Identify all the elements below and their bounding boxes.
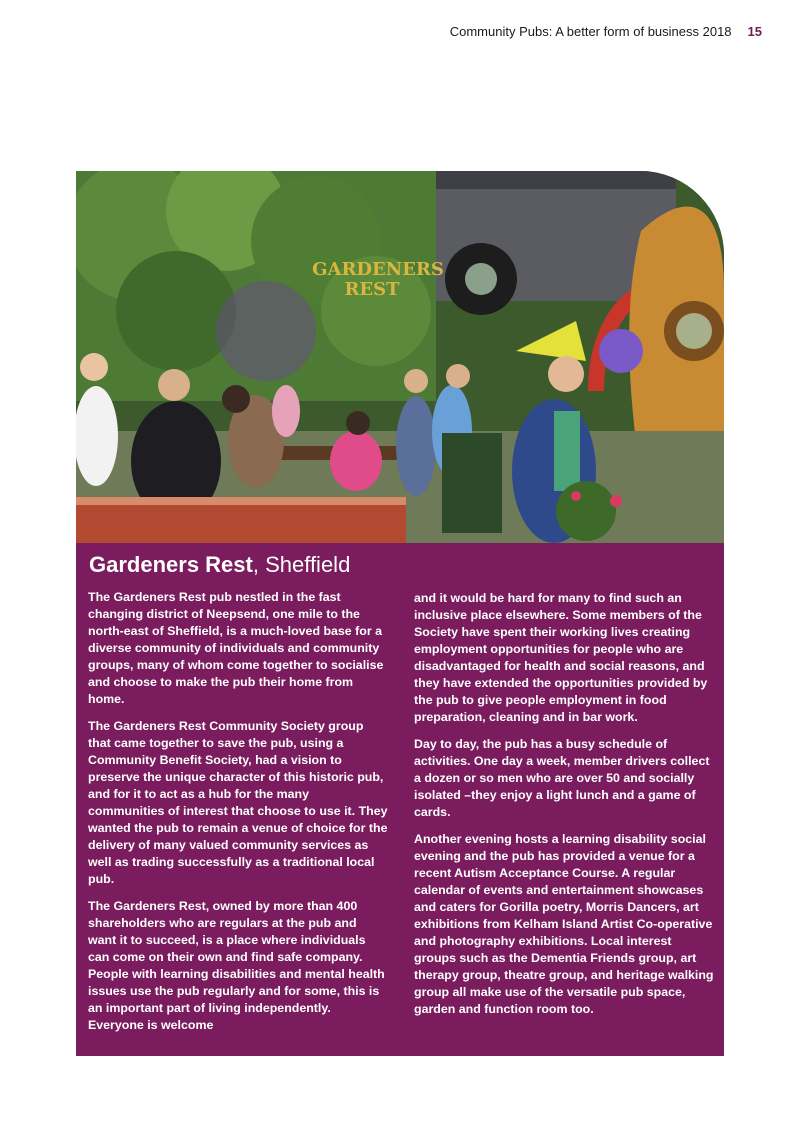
article-title-bold: Gardeners Rest: [89, 552, 253, 577]
pub-sign-line1: GARDENERS: [312, 259, 444, 280]
paragraph: and it would be hard for many to find such an inclusive place elsewhere. Some members of the Society have spent their working lives creating employment opportunities for people who are disadvantaged for health and social reasons, and they have extended the opportunities provided by the pub to give people employment in food preparation, cleaning and in bar work.: [414, 591, 708, 724]
article-panel: [76, 543, 724, 1056]
paragraph: Another evening hosts a learning disability social evening and the pub has provided a venue for a recent Autism Acceptance Course. A regular calendar of events and entertainment showcases and caters for Gorilla poetry, Morris Dancers, art exhibitions from Kelham Island Artist Co-operative and photography exhibitions. Local interest groups such as the Dementia Friends group, art therapy group, theatre group, and heritage walking group all make use of the versatile pub space, garden and function room too.: [414, 832, 714, 1016]
header-title: Community Pubs: A better form of business 2018: [449, 24, 732, 39]
article-column-right: [414, 590, 714, 1028]
pub-garden-photo: [76, 171, 724, 543]
page-number: 15: [747, 24, 762, 39]
paragraph: The Gardeners Rest, owned by more than 400 shareholders who are regulars at the pub and want it to succeed, is a place where individuals can come on their own and find safe company. People with learning disabilities and mental health issues use the pub regularly and for some, this is an important part of living independently. Everyone is welcome: [88, 899, 385, 1032]
paragraph: The Gardeners Rest Community Society group that came together to save the pub, using a Community Benefit Society, had a vision to preserve the unique character of this historic pub, and for it to act as a hub for the many communities of interest that choose to use it. They wanted the pub to remain a venue of choice for the delivery of many valued community services as well as trading successfully as a traditional local pub.: [88, 719, 388, 886]
paragraph: Day to day, the pub has a busy schedule of activities. One day a week, member drivers collect a dozen or so men who are over 50 and socially isolated –they enjoy a light lunch and a game of cards.: [414, 737, 710, 819]
article-title: [89, 551, 350, 579]
article-column-left: [88, 589, 388, 1044]
article-title-location: , Sheffield: [252, 552, 351, 577]
running-header: [450, 24, 762, 39]
paragraph: The Gardeners Rest pub nestled in the fast changing district of Neepsend, one mile to the north-east of Sheffield, is a much-loved base for a diverse community of individuals and community groups, many of whom come together to socialise and choose to make the pub their home from home.: [88, 590, 384, 706]
pub-sign-line2: REST: [344, 279, 400, 300]
